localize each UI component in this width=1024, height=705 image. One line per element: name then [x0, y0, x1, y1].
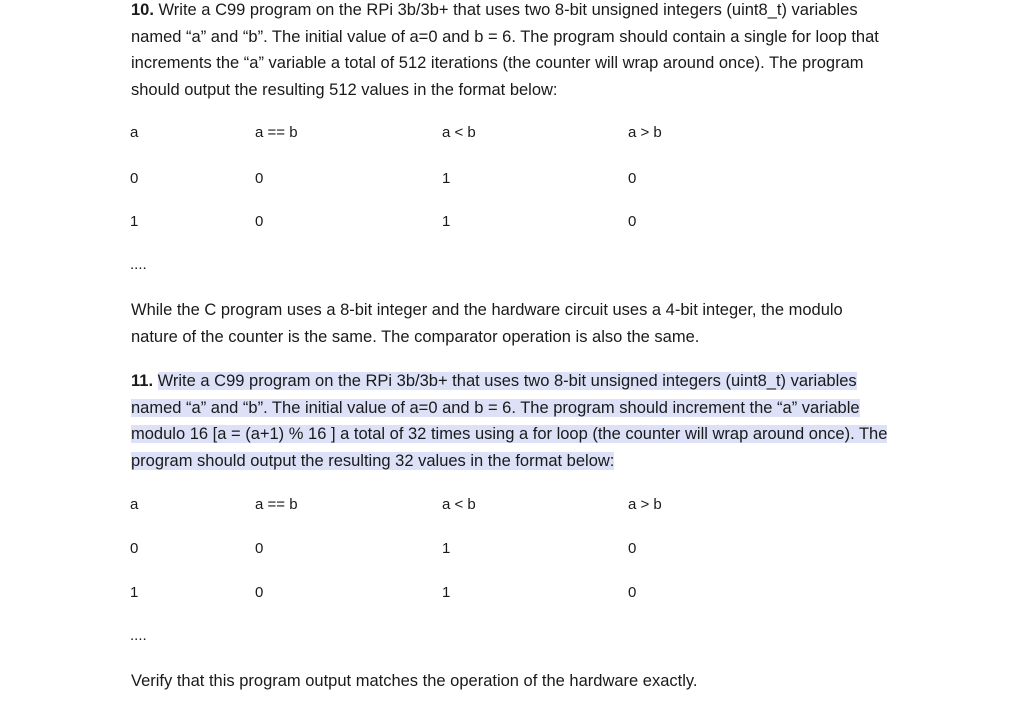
- table-row: 1 0 1 0: [130, 584, 637, 601]
- q10-line-2: named “a” and “b”. The initial value of a=0 and b = 6. The program should contain a single for loop that: [131, 27, 879, 46]
- table-row: 0 0 1 0: [130, 540, 637, 557]
- q11-table-header: a a == b a < b a > b: [130, 496, 662, 513]
- question-11: [131, 368, 961, 474]
- q11-line-2: named “a” and “b”. The initial value of a=0 and b = 6. The program should increment the “a” variable: [131, 398, 860, 417]
- q11-closing: Verify that this program output matches the operation of the hardware exactly.: [131, 672, 698, 690]
- q10-note-line-2: nature of the counter is the same. The comparator operation is also the same.: [131, 327, 700, 346]
- q11-line-1: 11. Write a C99 program on the RPi 3b/3b+ that uses two 8-bit unsigned integers (uint8_t) variables: [131, 372, 857, 390]
- q10-line-3: increments the “a” variable a total of 512 iterations (the counter will wrap around once). The program: [131, 54, 864, 72]
- q10-line-1: 10. Write a C99 program on the RPi 3b/3b+ that uses two 8-bit unsigned integers (uint8_t) variables: [131, 1, 858, 19]
- q11-line-4: program should output the resulting 32 values in the format below:: [131, 451, 615, 470]
- q10-table-header: a a == b a < b a > b: [130, 124, 662, 141]
- q10-number: 10.: [131, 1, 154, 19]
- question-10: [131, 0, 961, 103]
- table-row: 0 0 1 0: [130, 170, 637, 187]
- table-row: 1 0 1 0: [130, 213, 637, 230]
- q11-table-ellipsis: ....: [130, 627, 147, 644]
- q10-note: [131, 297, 961, 350]
- q11-line-3: modulo 16 [a = (a+1) % 16 ] a total of 32 times using a for loop (the counter will wrap around once). The: [131, 425, 888, 443]
- q10-line-4: should output the resulting 512 values in the format below:: [131, 80, 558, 99]
- q10-table-ellipsis: ....: [130, 256, 147, 273]
- q11-number: 11.: [131, 372, 154, 390]
- q10-note-line-1: While the C program uses a 8-bit integer and the hardware circuit uses a 4-bit integer, the modulo: [131, 301, 843, 319]
